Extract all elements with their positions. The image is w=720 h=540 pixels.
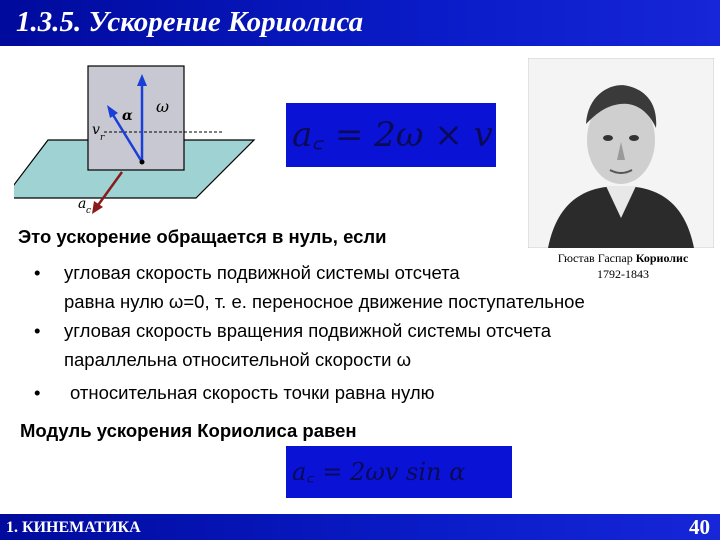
lead-text: Это ускорение обращается в нуль, если: [18, 226, 387, 247]
section-label: 1. КИНЕМАТИКА: [6, 519, 141, 536]
ac-label: a: [78, 196, 87, 212]
portrait-name: Гюстав Гаспар Кориолис: [557, 251, 689, 265]
coriolis-portrait: [528, 58, 714, 248]
omega-label: ω: [156, 97, 170, 116]
alpha-label: α: [122, 108, 133, 124]
footer-bar: [0, 514, 720, 540]
page-number: 40: [689, 515, 710, 539]
coriolis-diagram: [14, 62, 274, 220]
ac-arrowhead: [92, 201, 103, 214]
point-marker: [140, 160, 145, 165]
coriolis-vector-formula: a꜀ = 2ω × v: [286, 103, 496, 167]
v-subscript: r: [100, 133, 105, 143]
portrait-caption: [528, 250, 718, 282]
modulus-text: Модуль ускорения Кориолиса равен: [20, 420, 357, 441]
coriolis-magnitude-formula: a꜀ = 2ωv sin α: [286, 446, 512, 498]
title-bar: [0, 0, 720, 46]
slide-title: 1.3.5. Ускорение Кориолиса: [16, 6, 364, 38]
v-label: v: [92, 122, 100, 138]
portrait-years: 1792-1843: [597, 267, 649, 281]
ac-subscript: c: [86, 206, 92, 216]
